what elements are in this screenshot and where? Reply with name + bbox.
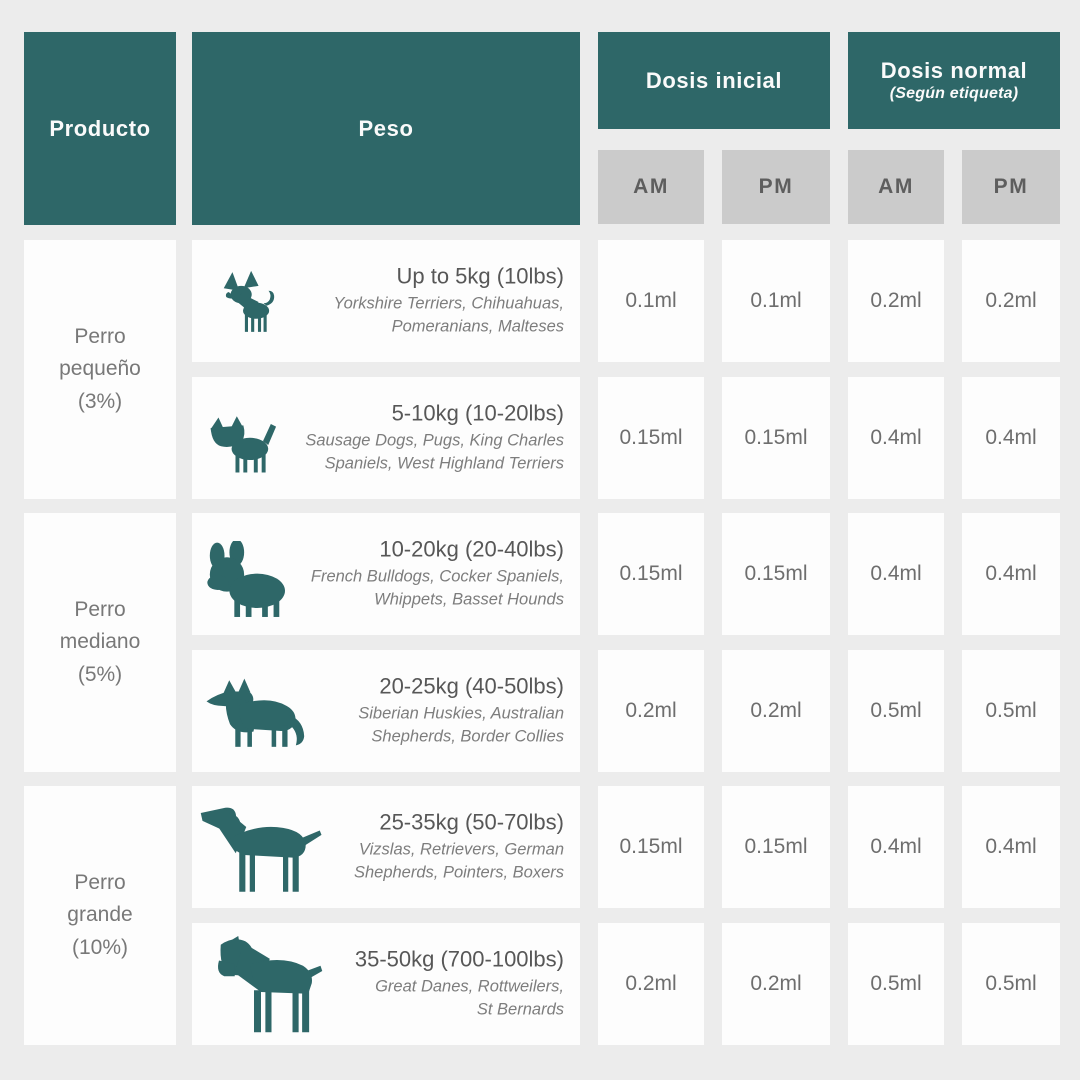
dose-cell: [848, 240, 944, 362]
dose-value: 0.15ml: [744, 426, 808, 449]
dose-value: 0.4ml: [985, 835, 1037, 858]
dose-value: 0.4ml: [985, 562, 1037, 585]
dose-cell: [962, 923, 1060, 1045]
dose-cell: [962, 377, 1060, 499]
dose-value: 0.5ml: [870, 699, 922, 722]
dose-cell: [722, 786, 830, 908]
dose-value: 0.5ml: [985, 699, 1037, 722]
group-label-line: grande: [67, 903, 133, 927]
dose-cell: [598, 513, 704, 635]
am-label: AM: [878, 175, 914, 198]
dose-value: 0.15ml: [619, 562, 683, 585]
dose-cell: [848, 650, 944, 772]
dose-value: 0.5ml: [985, 972, 1037, 995]
breed-list-line: Shepherds, Pointers, Boxers: [353, 863, 564, 882]
breed-list-line: Vizslas, Retrievers, German: [358, 840, 564, 859]
dose-cell: [848, 377, 944, 499]
weight-text: [333, 264, 564, 339]
peso-header-label: Peso: [358, 115, 414, 141]
dose-cell: [848, 513, 944, 635]
pm-header-cell: [722, 150, 830, 224]
weight-cell: [192, 377, 580, 499]
am-header-cell: [848, 150, 944, 224]
product-group-medium-dog: [24, 513, 176, 772]
dose-cell: [598, 240, 704, 362]
weight-text: [305, 401, 564, 476]
dosis-normal-label: Dosis normal: [880, 57, 1028, 83]
dose-value: 0.15ml: [619, 835, 683, 858]
dose-value: 0.2ml: [985, 289, 1037, 312]
dose-value: 0.4ml: [870, 835, 922, 858]
dosis-normal-wrap: [881, 57, 1028, 105]
dose-cell: [962, 513, 1060, 635]
dose-cell: [598, 786, 704, 908]
producto-header-cell: [24, 32, 176, 225]
breed-list-line: Sausage Dogs, Pugs, King Charles: [305, 431, 564, 450]
dose-value: 0.1ml: [750, 289, 802, 312]
group-label-line: Perro: [74, 324, 126, 348]
weight-range: 35-50kg (700-100lbs): [354, 946, 564, 972]
dose-cell: [848, 923, 944, 1045]
breed-list-line: Siberian Huskies, Australian: [358, 704, 564, 723]
group-label-line: mediano: [59, 630, 141, 654]
weight-cell: [192, 650, 580, 772]
dose-cell: [962, 786, 1060, 908]
am-label: AM: [633, 175, 669, 198]
dose-cell: [962, 240, 1060, 362]
dose-cell: [722, 650, 830, 772]
dose-cell: [598, 377, 704, 499]
breed-list-line: French Bulldogs, Cocker Spaniels,: [310, 567, 564, 586]
weight-range: 25-35kg (50-70lbs): [379, 809, 564, 835]
group-label-line: (5%): [77, 662, 123, 686]
pm-label: PM: [993, 175, 1029, 198]
weight-text: [355, 947, 564, 1022]
dose-cell: [848, 786, 944, 908]
weight-range: Up to 5kg (10lbs): [396, 263, 564, 289]
product-group-large-dog: [24, 786, 176, 1045]
dose-value: 0.2ml: [625, 699, 677, 722]
peso-header-cell: [192, 32, 580, 225]
breed-list-line: Great Danes, Rottweilers,: [375, 977, 564, 996]
dose-cell: [722, 240, 830, 362]
pm-header-cell: [962, 150, 1060, 224]
weight-range: 10-20kg (20-40lbs): [379, 536, 564, 562]
dose-value: 0.15ml: [744, 562, 808, 585]
dose-cell: [598, 650, 704, 772]
dose-value: 0.15ml: [619, 426, 683, 449]
weight-cell: [192, 240, 580, 362]
dose-cell: [598, 923, 704, 1045]
weight-range: 20-25kg (40-50lbs): [379, 673, 564, 699]
dose-cell: [962, 650, 1060, 772]
dose-cell: [722, 513, 830, 635]
group-label-line: pequeño: [59, 357, 141, 381]
dose-value: 0.2ml: [870, 289, 922, 312]
breed-list-line: Yorkshire Terriers, Chihuahuas,: [333, 294, 564, 313]
dosis-inicial-label: Dosis inicial: [645, 67, 783, 93]
border-collie-icon: [205, 672, 311, 752]
dosis-normal-sublabel: (Según etiqueta): [889, 85, 1019, 103]
dose-value: 0.2ml: [625, 972, 677, 995]
mastiff-icon: [212, 930, 324, 1040]
weight-text: [358, 674, 564, 749]
dose-cell: [722, 377, 830, 499]
dose-value: 0.15ml: [744, 835, 808, 858]
group-label-line: Perro: [74, 597, 126, 621]
terrier-icon: [208, 413, 280, 477]
dose-value: 0.4ml: [870, 426, 922, 449]
chihuahua-icon: [220, 266, 276, 338]
dose-value: 0.2ml: [750, 972, 802, 995]
breed-list-line: Whippets, Basset Hounds: [374, 590, 564, 609]
breed-list-line: St Bernards: [476, 1000, 564, 1019]
weight-cell: [192, 513, 580, 635]
product-group-small-dog: [24, 240, 176, 499]
breed-list-line: Spaniels, West Highland Terriers: [324, 454, 564, 473]
weight-cell: [192, 786, 580, 908]
dosis-inicial-header-cell: [598, 32, 830, 129]
weight-range: 5-10kg (10-20lbs): [391, 400, 564, 426]
weight-text: [311, 537, 564, 612]
producto-header-label: Producto: [49, 115, 151, 141]
group-label-line: (10%): [71, 935, 129, 959]
dose-cell: [722, 923, 830, 1045]
dose-value: 0.1ml: [625, 289, 677, 312]
dose-value: 0.5ml: [870, 972, 922, 995]
dose-value: 0.2ml: [750, 699, 802, 722]
am-header-cell: [598, 150, 704, 224]
pointer-icon: [200, 799, 324, 897]
breed-list-line: Pomeranians, Malteses: [391, 317, 564, 336]
group-label-line: (3%): [77, 389, 123, 413]
weight-cell: [192, 923, 580, 1045]
dosis-normal-header-cell: [848, 32, 1060, 129]
dose-value: 0.4ml: [870, 562, 922, 585]
group-label-line: Perro: [74, 870, 126, 894]
french-bulldog-icon: [200, 541, 294, 621]
breed-list-line: Shepherds, Border Collies: [371, 727, 564, 746]
weight-text: [354, 810, 564, 885]
pm-label: PM: [758, 175, 794, 198]
dose-value: 0.4ml: [985, 426, 1037, 449]
